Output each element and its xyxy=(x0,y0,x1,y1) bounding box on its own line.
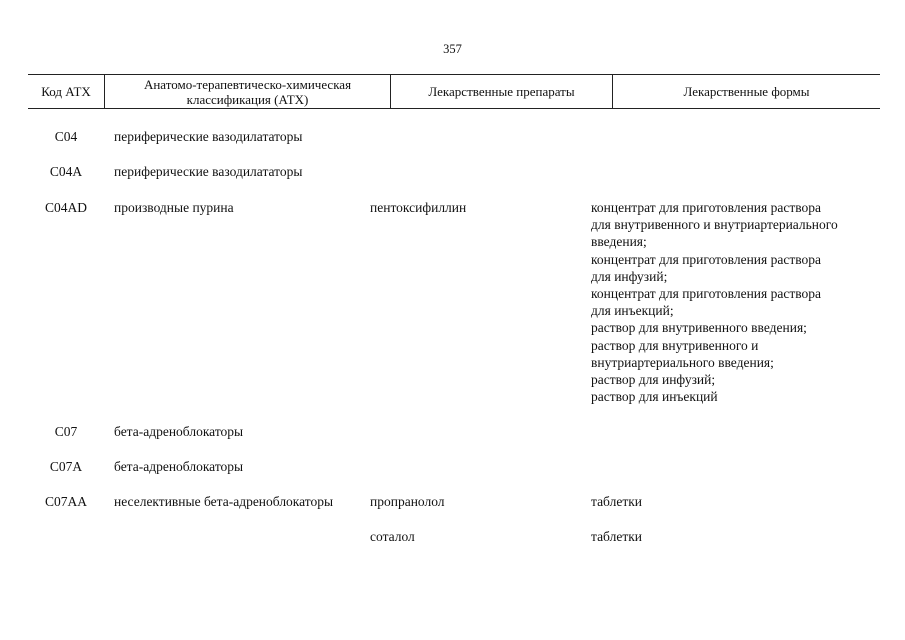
table-header xyxy=(28,74,880,109)
atc-classification: периферические вазодилататоры xyxy=(114,164,303,179)
dosage-form-line: раствор для инфузий; xyxy=(591,372,716,388)
drug-name: пропранолол xyxy=(370,494,445,509)
atc-classification: неселективные бета-адреноблокаторы xyxy=(114,494,334,509)
header-code: Код АТХ xyxy=(41,84,91,99)
dosage-form-line: для внутривенного и внутриартериального xyxy=(591,217,838,233)
atc-code: C07AA xyxy=(44,494,87,509)
atc-classification: производные пурина xyxy=(114,200,234,215)
dosage-forms xyxy=(591,199,838,405)
dosage-form-line: раствор для внутривенного введения; xyxy=(591,320,807,336)
dosage-form-line: концентрат для приготовления раствора xyxy=(591,200,822,215)
dosage-form-line: внутриартериального введения; xyxy=(591,354,774,370)
dosage-form-line: концентрат для приготовления раствора xyxy=(591,251,822,267)
header-forms: Лекарственные формы xyxy=(612,75,880,108)
header-classification: Анатомо-терапевтическо-химическая классификация (АТХ) xyxy=(104,75,390,108)
page-number: 357 xyxy=(443,42,462,56)
atc-code: C04A xyxy=(49,164,83,179)
atc-code: C04 xyxy=(54,129,78,144)
dosage-form-line: таблетки xyxy=(591,529,643,544)
drug-name: соталол xyxy=(370,529,415,544)
atc-classification: бета-адреноблокаторы xyxy=(114,459,244,474)
header-drugs: Лекарственные препараты xyxy=(390,75,612,108)
atc-code: C04AD xyxy=(44,200,87,215)
dosage-form-line: раствор для инъекций xyxy=(591,389,718,405)
drug-name: пентоксифиллин xyxy=(370,200,467,215)
atc-code: C07 xyxy=(54,424,78,439)
dosage-form-line: для инъекций; xyxy=(591,303,674,319)
dosage-form-line: раствор для внутривенного и xyxy=(591,337,759,353)
dosage-form-line: таблетки xyxy=(591,494,643,509)
atc-classification: периферические вазодилататоры xyxy=(114,129,303,144)
dosage-form-line: концентрат для приготовления раствора xyxy=(591,286,822,302)
dosage-form-line: введения; xyxy=(591,234,647,250)
dosage-form-line: для инфузий; xyxy=(591,268,668,284)
atc-code: C07A xyxy=(49,459,83,474)
atc-classification: бета-адреноблокаторы xyxy=(114,424,244,439)
